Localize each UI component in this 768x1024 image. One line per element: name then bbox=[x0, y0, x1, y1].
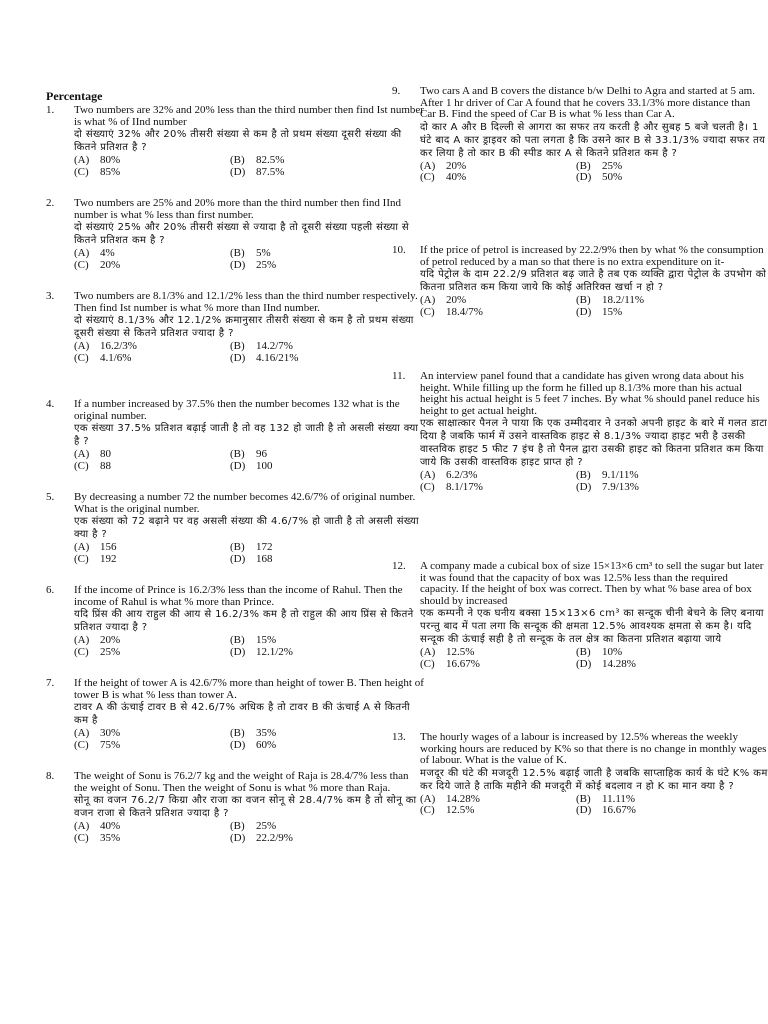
option-d: (D) 87.5% bbox=[230, 165, 285, 178]
option-d: (D) 4.16/21% bbox=[230, 351, 299, 364]
question-text-english: A company made a cubical box of size 15×13×6 cm³ to sell the sugar but later it was found that the capacity of box was 12.5% less than the required capacity. If the height of box was correct. Then by what % base area of box should by increased bbox=[420, 560, 764, 607]
option-a: (A) 20% bbox=[74, 634, 121, 646]
question-text-english: The weight of Sonu is 76.2/7 kg and the weight of Raja is 28.4/7% less than the weight of Sonu. Then the weight of Sonu is what % more than Raja. bbox=[74, 770, 409, 794]
page-title: Percentage bbox=[46, 89, 103, 103]
option-b: (B) 11.11% bbox=[576, 792, 636, 805]
option-d: (D) 12.1/2% bbox=[230, 645, 293, 658]
option-c: (C) 20% bbox=[74, 258, 121, 271]
question-number: 9. bbox=[392, 85, 401, 97]
option-b: (B) 5% bbox=[230, 247, 271, 259]
option-d: (D) 15% bbox=[576, 305, 623, 318]
question-number: 11. bbox=[392, 370, 406, 382]
options bbox=[420, 794, 768, 817]
option-a: (A) 80% bbox=[74, 154, 121, 166]
option-b: (B) 15% bbox=[230, 634, 277, 646]
option-b: (B) 25% bbox=[230, 820, 277, 832]
question-number: 4. bbox=[46, 398, 55, 410]
question-text-hindi: एक कम्पनी ने एक घनीय बक्सा 15×13×6 cm³ का सन्दूक चीनी बेचने के लिए बनाया परन्तु बाद में पता लगा कि सन्दूक की क्षमता 12.5% आवश्यक क्षमता से कम है। यदि सन्दूक की ऊंचाई सही है तो सन्दूक के तल क्षेत्र का कितना प्रतिशत बढ़ाया जाये bbox=[420, 608, 764, 645]
question-text-english: If the price of petrol is increased by 22.2/9% then by what % the consumption of petrol reduced by a man so that there is no extra expenditure on it- bbox=[420, 244, 764, 268]
question-6 bbox=[46, 585, 424, 658]
question-text-hindi: दो संख्याएं 25% और 20% तीसरी संख्या से ज्यादा है तो दूसरी संख्या पहली संख्या से कितने प्रतिशत कम है ? bbox=[74, 222, 410, 246]
question-1 bbox=[46, 105, 424, 178]
options bbox=[74, 542, 424, 565]
question-8 bbox=[46, 771, 424, 844]
option-c: (C) 40% bbox=[420, 171, 467, 183]
question-text-english: If a number increased by 37.5% then the number becomes 132 what is the original number. bbox=[74, 398, 400, 422]
question-10 bbox=[392, 245, 768, 318]
option-d: (D) 50% bbox=[576, 171, 623, 183]
question-text-hindi: सोनू का वजन 76.2/7 किग्रा और राजा का वजन सोनू से 28.4/7% कम है तो सोनू का वजन राजा से कितने प्रतिशत ज्यादा है ? bbox=[74, 795, 417, 819]
options bbox=[420, 647, 768, 670]
options bbox=[420, 470, 768, 493]
option-c: (C) 35% bbox=[74, 831, 121, 844]
question-text-hindi: यदि प्रिंस की आय राहुल की आय से 16.2/3% कम है तो राहुल की आय प्रिंस से कितने प्रतिशत ज्यादा है ? bbox=[74, 609, 414, 633]
option-d: (D) 168 bbox=[230, 552, 273, 565]
option-d: (D) 25% bbox=[230, 258, 277, 271]
option-b: (B) 96 bbox=[230, 448, 267, 460]
option-b: (B) 14.2/7% bbox=[230, 340, 293, 352]
question-number: 10. bbox=[392, 244, 406, 256]
options bbox=[74, 728, 424, 751]
option-c: (C) 4.1/6% bbox=[74, 351, 132, 364]
question-text-english: An interview panel found that a candidate has given wrong data about his height. While filling up the form he filled up 8.1/3% more than his actual height his actual height is 5 feet 7 inches. By what % should panel reduce his height to get actual height. bbox=[420, 370, 760, 417]
option-c: (C) 12.5% bbox=[420, 804, 475, 816]
options bbox=[74, 635, 424, 658]
question-text-hindi: दो संख्याएं 8.1/3% और 12.1/2% क्रमानुसार तीसरी संख्या से कम है तो प्रथम संख्या दूसरी संख्या से कितने प्रतिशत ज्यादा है ? bbox=[74, 315, 414, 339]
question-9 bbox=[392, 86, 768, 184]
option-d: (D) 22.2/9% bbox=[230, 831, 293, 844]
question-text-hindi: टावर A की ऊंचाई टावर B से 42.6/7% अधिक है तो टावर B की ऊंचाई A से कितनी कम है bbox=[74, 702, 411, 726]
option-b: (B) 82.5% bbox=[230, 154, 285, 166]
question-text-english: Two cars A and B covers the distance b/w Delhi to Agra and started at 5 am. After 1 hr driver of Car A found that he covers 33.1/3% more distance than Car B. Find the speed of Car B is what % less than Car A. bbox=[420, 85, 755, 120]
option-c: (C) 18.4/7% bbox=[420, 305, 483, 318]
question-number: 12. bbox=[392, 560, 406, 572]
option-b: (B) 172 bbox=[230, 541, 273, 553]
question-text-english: Two numbers are 25% and 20% more than the third number then find IInd number is what % less than first number. bbox=[74, 197, 402, 221]
question-number: 6. bbox=[46, 584, 55, 596]
question-number: 8. bbox=[46, 770, 55, 782]
option-c: (C) 75% bbox=[74, 738, 121, 751]
question-text-english: Two numbers are 8.1/3% and 12.1/2% less than the third number respectively. Then find Ist number is what % more than IInd number. bbox=[74, 290, 418, 314]
option-a: (A) 14.28% bbox=[420, 792, 480, 805]
question-text-english: If the income of Prince is 16.2/3% less than the income of Rahul. Then the income of Rahul is what % more than Prince. bbox=[74, 584, 403, 608]
options bbox=[420, 295, 768, 318]
options bbox=[74, 449, 424, 472]
question-number: 5. bbox=[46, 491, 55, 503]
option-d: (D) 100 bbox=[230, 459, 273, 472]
options bbox=[420, 161, 768, 184]
question-4 bbox=[46, 399, 424, 472]
question-12 bbox=[392, 561, 768, 670]
question-number: 2. bbox=[46, 197, 55, 209]
question-text-english: The hourly wages of a labour is increased by 12.5% whereas the weekly working hours are reduced by K% so that there is no change in monthly wages of labour. What is the value of K. bbox=[420, 731, 767, 766]
question-text-hindi: एक संख्या को 72 बढ़ाने पर वह असली संख्या की 4.6/7% हो जाती है तो असली संख्या क्या है ? bbox=[74, 516, 419, 540]
question-text-hindi: मजदूर की घंटे की मजदूरी 12.5% बढ़ाई जाती है जबकि साप्ताहिक कार्य के घंटे K% कम कर दिये जाते है ताकि महीने की मजदूरी में कोई बदलाव न हो K का मान क्या है ? bbox=[420, 767, 768, 792]
options bbox=[74, 821, 424, 844]
option-c: (C) 25% bbox=[74, 645, 121, 658]
option-d: (D) 7.9/13% bbox=[576, 480, 639, 493]
option-b: (B) 10% bbox=[576, 646, 623, 658]
question-11 bbox=[392, 371, 768, 493]
question-text-english: If the height of tower A is 42.6/7% more than height of tower B. Then height of tower B is what % less than tower A. bbox=[74, 677, 424, 701]
option-a: (A) 20% bbox=[420, 294, 467, 306]
option-a: (A) 40% bbox=[74, 820, 121, 832]
option-d: (D) 16.67% bbox=[576, 804, 636, 816]
option-a: (A) 16.2/3% bbox=[74, 340, 137, 352]
option-a: (A) 20% bbox=[420, 159, 467, 172]
question-text-english: Two numbers are 32% and 20% less than the third number then find Ist number is what % of IInd number bbox=[74, 104, 424, 128]
option-c: (C) 192 bbox=[74, 552, 117, 565]
question-number: 7. bbox=[46, 677, 55, 689]
option-c: (C) 88 bbox=[74, 459, 111, 472]
question-number: 13. bbox=[392, 731, 406, 743]
question-3 bbox=[46, 291, 424, 364]
option-a: (A) 4% bbox=[74, 247, 115, 259]
question-7 bbox=[46, 678, 424, 751]
option-b: (B) 9.1/11% bbox=[576, 469, 639, 481]
option-a: (A) 12.5% bbox=[420, 646, 475, 658]
option-b: (B) 18.2/11% bbox=[576, 294, 645, 306]
option-d: (D) 14.28% bbox=[576, 657, 636, 670]
options bbox=[74, 341, 424, 364]
question-13 bbox=[392, 732, 768, 817]
option-c: (C) 8.1/17% bbox=[420, 480, 483, 493]
question-text-hindi: एक साक्षात्कार पैनल ने पाया कि एक उम्मीदवार ने उनको अपनी हाइट के बारे में गलत डाटा दिया है जबकि फार्म में उसने वास्तविक हाइट से 8.1/3% ज्यादा हाइट भरी है उसकी वास्तविक हाइट 5 फीट 7 इंच है तो पैनल द्वारा उसकी हाइट को कितना प्रतिशत कम किया जाये कि उसकी वास्तविक हाइट प्राप्त हो ? bbox=[420, 418, 768, 468]
options bbox=[74, 155, 424, 178]
option-a: (A) 156 bbox=[74, 541, 117, 553]
options bbox=[74, 248, 424, 271]
question-number: 3. bbox=[46, 290, 55, 302]
question-text-hindi: दो संख्याएं 32% और 20% तीसरी संख्या से कम है तो प्रथम संख्या दूसरी संख्या की कितने प्रतिशत है ? bbox=[74, 129, 402, 153]
option-b: (B) 35% bbox=[230, 727, 277, 739]
option-b: (B) 25% bbox=[576, 159, 623, 172]
question-2 bbox=[46, 198, 424, 271]
question-text-hindi: दो कार A और B दिल्ली से आगरा का सफर तय करती है और सुबह 5 बजे चलती है। 1 घंटे बाद A कार ड्राइवर को पता लगता है कि उसने कार B से 33.1/3% ज्यादा सफर तय कर लिया है तो कार B की स्पीड कार A से कितने प्रतिशत कम है ? bbox=[420, 121, 766, 159]
question-text-hindi: यदि पेट्रोल के दाम 22.2/9 प्रतिशत बढ़ जाते है तब एक व्यक्ति द्वारा पेट्रोल के उपभोग को कितना प्रतिशत कम किया जाये कि कोई अतिरिक्त खर्चा न हो ? bbox=[420, 269, 767, 293]
option-c: (C) 16.67% bbox=[420, 657, 480, 670]
option-d: (D) 60% bbox=[230, 738, 277, 751]
question-text-hindi: एक संख्या 37.5% प्रतिशत बढ़ाई जाती है तो वह 132 हो जाती है तो असली संख्या क्या है ? bbox=[74, 423, 419, 447]
option-a: (A) 6.2/3% bbox=[420, 469, 478, 481]
question-5 bbox=[46, 492, 424, 565]
question-text-english: By decreasing a number 72 the number becomes 42.6/7% of original number. What is the original number. bbox=[74, 491, 416, 515]
option-a: (A) 30% bbox=[74, 727, 121, 739]
option-a: (A) 80 bbox=[74, 448, 111, 460]
option-c: (C) 85% bbox=[74, 165, 121, 178]
question-number: 1. bbox=[46, 104, 55, 116]
